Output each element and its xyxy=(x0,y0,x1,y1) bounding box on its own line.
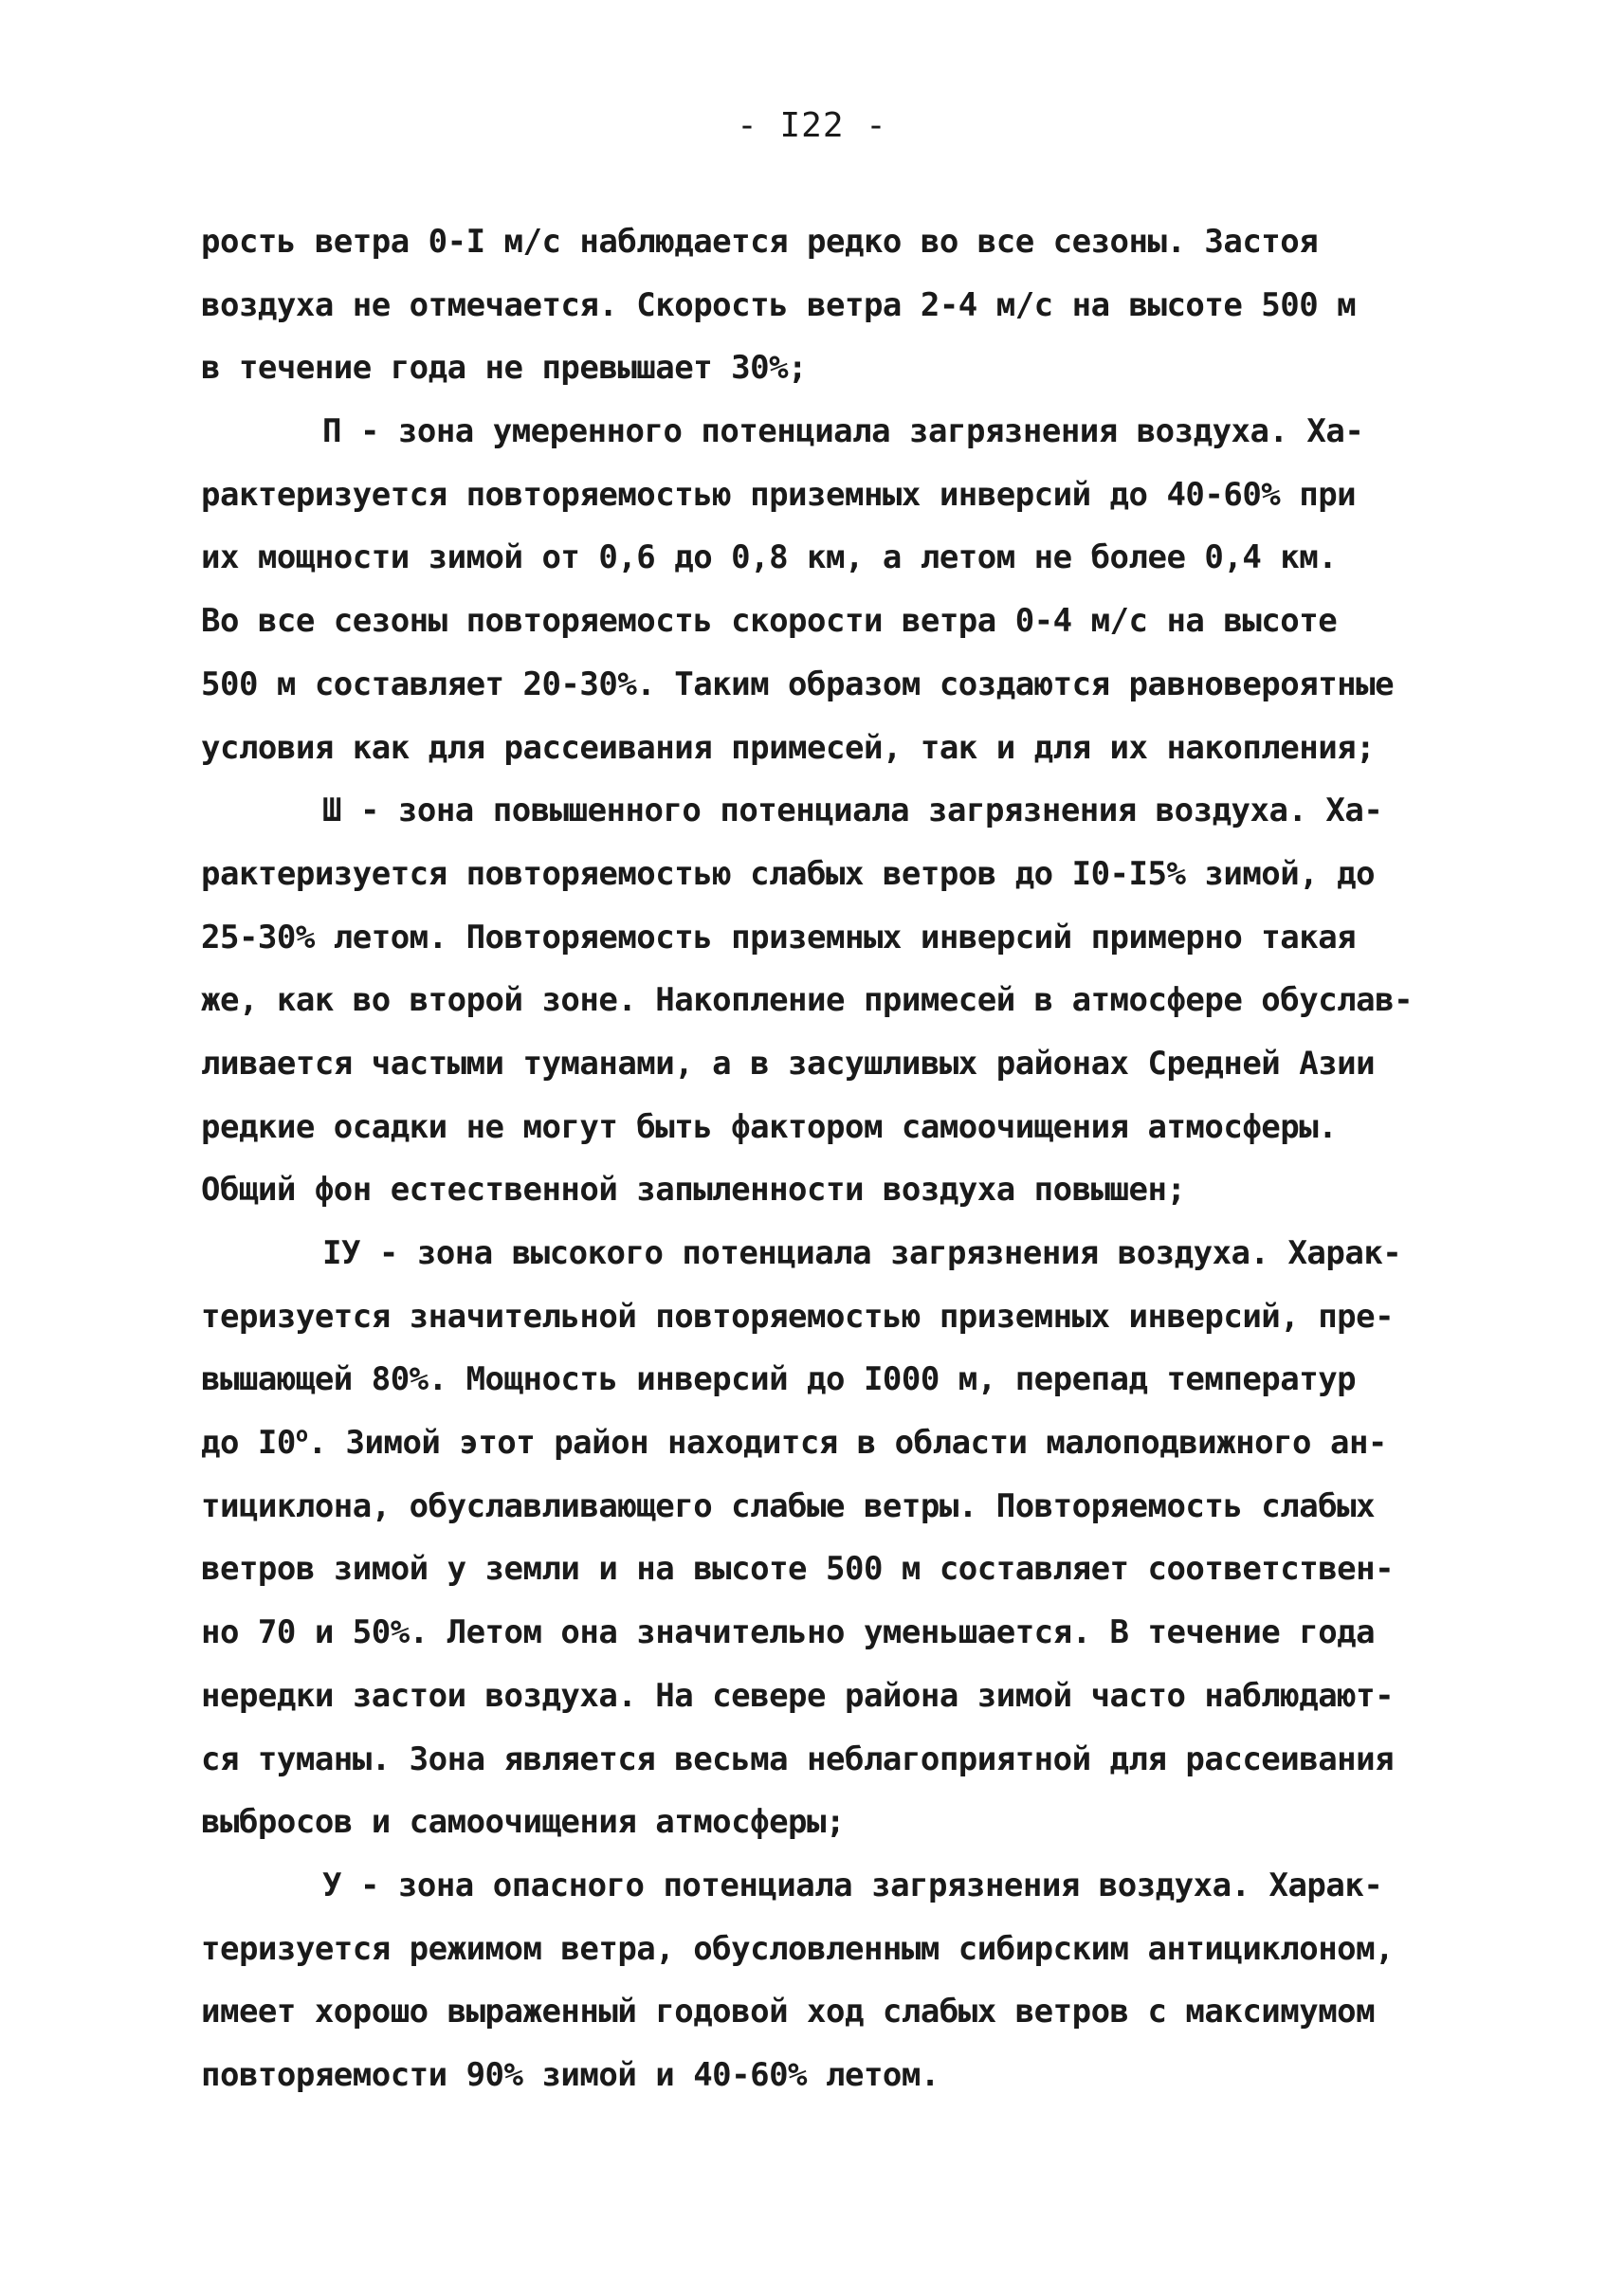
text-line-content: 500 м составляет 20-30%. Таким образом создаются равновероятные xyxy=(201,665,1395,703)
text-line xyxy=(201,1601,1452,1665)
text-line-content: их мощности зимой от 0,6 до 0,8 км, а летом не более 0,4 км. xyxy=(201,538,1338,577)
text-line xyxy=(201,906,1452,970)
text-line-content: 25-30% летом. Повторяемость приземных инверсий примерно такая xyxy=(201,918,1357,956)
text-line xyxy=(201,274,1452,337)
text-line xyxy=(201,779,1452,843)
text-line-content: условия как для рассеивания примесей, так и для их накопления; xyxy=(201,728,1376,767)
text-line-content: IУ - зона высокого потенциала загрязнения воздуха. Харак- xyxy=(322,1234,1402,1272)
text-line xyxy=(201,717,1452,780)
text-line xyxy=(201,1538,1452,1601)
text-line xyxy=(201,2044,1452,2107)
text-line xyxy=(201,1285,1452,1349)
text-line xyxy=(201,843,1452,906)
text-line xyxy=(201,337,1452,400)
text-line xyxy=(201,400,1452,464)
text-line-content: Общий фон естественной запыленности воздуха повышен; xyxy=(201,1171,1186,1210)
text-line xyxy=(201,969,1452,1032)
text-line xyxy=(201,1665,1452,1728)
text-line xyxy=(201,1412,1452,1475)
text-line-continuation: . Зимой этот район находится в области малоподвижного ан- xyxy=(307,1424,1387,1463)
text-line xyxy=(201,464,1452,527)
text-line xyxy=(201,1032,1452,1096)
text-line xyxy=(201,1222,1452,1285)
text-line-content: рактеризуется повторяемостью приземных инверсий до 40-60% при xyxy=(201,475,1357,514)
text-line-content: тициклона, обуславливающего слабые ветры. Повторяемость слабых xyxy=(201,1486,1376,1525)
text-line xyxy=(201,653,1452,717)
text-line xyxy=(201,1475,1452,1539)
text-line-content: ветров зимой у земли и на высоте 500 м составляет соответствен- xyxy=(201,1550,1395,1589)
text-line xyxy=(201,1096,1452,1159)
text-line-content: Ш - зона повышенного потенциала загрязнения воздуха. Ха- xyxy=(322,792,1383,830)
text-line xyxy=(201,210,1452,274)
text-line xyxy=(201,1728,1452,1792)
page-number: - I22 - xyxy=(737,106,887,145)
text-line-content: нередки застои воздуха. На севере района зимой часто наблюдают- xyxy=(201,1676,1395,1715)
text-line xyxy=(201,526,1452,590)
text-line-content: теризуется значительной повторяемостью приземных инверсий, пре- xyxy=(201,1297,1395,1336)
text-line-content: П - зона умеренного потенциала загрязнения воздуха. Ха- xyxy=(322,412,1364,451)
text-line-content: ся туманы. Зона является весьма неблагоприятной для рассеивания xyxy=(201,1739,1395,1778)
text-line-content: рость ветра 0-I м/с наблюдается редко во все сезоны. Застоя xyxy=(201,223,1319,261)
text-line-content: У - зона опасного потенциала загрязнения воздуха. Харак- xyxy=(322,1866,1383,1904)
text-line-content: Во все сезоны повторяемость скорости ветра 0-4 м/с на высоте xyxy=(201,602,1338,641)
text-line xyxy=(201,1158,1452,1222)
text-line-content: ливается частыми туманами, а в засушливых районах Средней Азии xyxy=(201,1044,1376,1083)
text-line-content: же, как во второй зоне. Накопление примесей в атмосфере обуслав- xyxy=(201,981,1414,1020)
degree-superscript: о xyxy=(295,1423,308,1448)
text-line-content: но 70 и 50%. Летом она значительно уменьшается. В течение года xyxy=(201,1613,1376,1652)
text-line-content: в течение года не превышает 30%; xyxy=(201,349,808,388)
text-line xyxy=(201,1791,1452,1854)
text-line xyxy=(201,1348,1452,1412)
text-line xyxy=(201,590,1452,653)
text-line xyxy=(201,1980,1452,2044)
text-line-content: выбросов и самоочищения атмосферы; xyxy=(201,1803,845,1842)
text-line-content: вышающей 80%. Мощность инверсий до I000 м, перепад температур xyxy=(201,1360,1357,1399)
text-line xyxy=(201,1918,1452,1981)
text-line-content: до I0 xyxy=(201,1424,296,1463)
text-line-content: воздуха не отмечается. Скорость ветра 2-4 м/с на высоте 500 м xyxy=(201,285,1357,324)
text-line-content: редкие осадки не могут быть фактором самоочищения атмосферы. xyxy=(201,1107,1338,1146)
body-text xyxy=(201,210,1452,2107)
text-line-content: имеет хорошо выраженный годовой ход слабых ветров с максимумом xyxy=(201,1993,1376,2031)
text-line xyxy=(201,1854,1452,1918)
text-line-content: теризуется режимом ветра, обусловленным сибирским антициклоном, xyxy=(201,1929,1395,1968)
text-line-content: рактеризуется повторяемостью слабых ветров до I0-I5% зимой, до xyxy=(201,854,1376,893)
text-line-content: повторяемости 90% зимой и 40-60% летом. xyxy=(201,2055,940,2094)
